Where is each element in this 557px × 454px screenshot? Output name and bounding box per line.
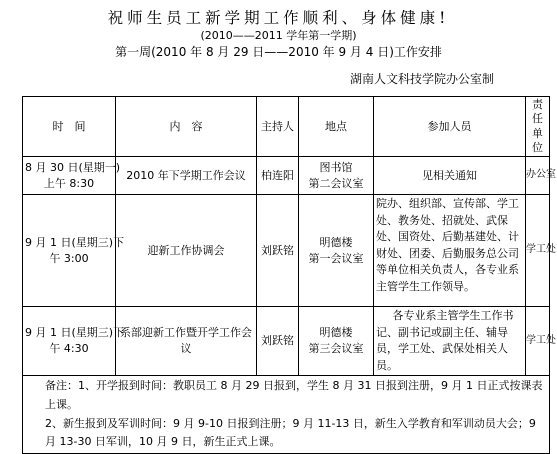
place-line: 明德楼 (319, 235, 353, 249)
row-unit: 办公室 (526, 157, 550, 195)
place-line: 第二会议室 (308, 176, 364, 190)
header-time: 时 间 (23, 97, 116, 157)
time-line: 9 月 1 日(星期三)下 (25, 326, 125, 340)
row-place (299, 157, 374, 195)
schedule-table (22, 96, 556, 454)
notes-cell (23, 376, 550, 454)
row-attendees: 院办、组织部、宣传部、学工处、教务处、招就处、武保处、国资处、后勤基建处、计财处、团委、后勤服务总公司等单位相关负责人，各专业系主管学生工作领导。 (374, 195, 526, 307)
header-attendees: 参加人员 (374, 97, 526, 157)
time-line: 9 月 1 日(星期三)下 (25, 235, 125, 249)
row-unit: 学工处 (526, 195, 550, 307)
table-row (23, 307, 550, 376)
row-place (299, 195, 374, 307)
place-line: 图书馆 (319, 160, 353, 174)
row-host: 柏连阳 (257, 157, 299, 195)
row-time (23, 195, 125, 307)
row-time (23, 307, 125, 376)
header-place: 地点 (299, 97, 374, 157)
row-content: 迎新工作协调会 (116, 195, 257, 307)
row-content: 2010 年下学期工作会议 (116, 157, 257, 195)
row-time (23, 157, 121, 195)
notes-row (23, 376, 550, 454)
row-host: 刘跃铭 (257, 307, 299, 376)
header-unit: 责任单位 (526, 97, 550, 157)
place-line: 第一会议室 (308, 251, 364, 265)
place-line: 明德楼 (319, 326, 353, 340)
time-line: 8 月 30 日(星期一) (25, 160, 121, 174)
row-content: 系部迎新工作暨开学工作会议 (116, 307, 257, 376)
header-host: 主持人 (257, 97, 299, 157)
academic-year: (2010——2011 学年第一学期) (200, 29, 357, 42)
table-row (23, 195, 550, 307)
row-place (299, 307, 374, 376)
table-row (23, 157, 550, 195)
row-unit: 学工处 (526, 307, 550, 376)
row-attendees: 各专业系主管学生工作书记、副书记或副主任、辅导员，学工处、武保处相关人员。 (374, 307, 526, 376)
table-header-row (23, 97, 550, 157)
note-line: 2、新生报到及军训时间：9 月 9-10 日报到注册；9 月 11-13 日，新生入学教育和军训动员大会；9 月 13-30 日军训，10 月 9 日，新生正式上课。 (45, 416, 536, 449)
week-heading: 第一周(2010 年 8 月 29 日——2010 年 9 月 4 日)工作安排 (115, 45, 442, 59)
time-line: 午 3:00 (49, 251, 89, 265)
time-line: 上午 8:30 (43, 176, 95, 190)
header-content: 内 容 (116, 97, 257, 157)
row-host: 刘跃铭 (257, 195, 299, 307)
note-line: 备注：1、开学报到时间：教职员工 8 月 29 日报到，学生 8 月 31 日报到注册，9 月 1 日正式按课表上课。 (45, 379, 543, 411)
time-line: 午 4:30 (49, 342, 89, 356)
place-line: 第三会议室 (308, 342, 364, 356)
page-title: 祝师生员工新学期工作顺利、身体健康! (107, 9, 450, 27)
row-attendees: 见相关通知 (374, 157, 526, 195)
issuing-office: 湖南人文科技学院办公室制 (350, 72, 495, 86)
